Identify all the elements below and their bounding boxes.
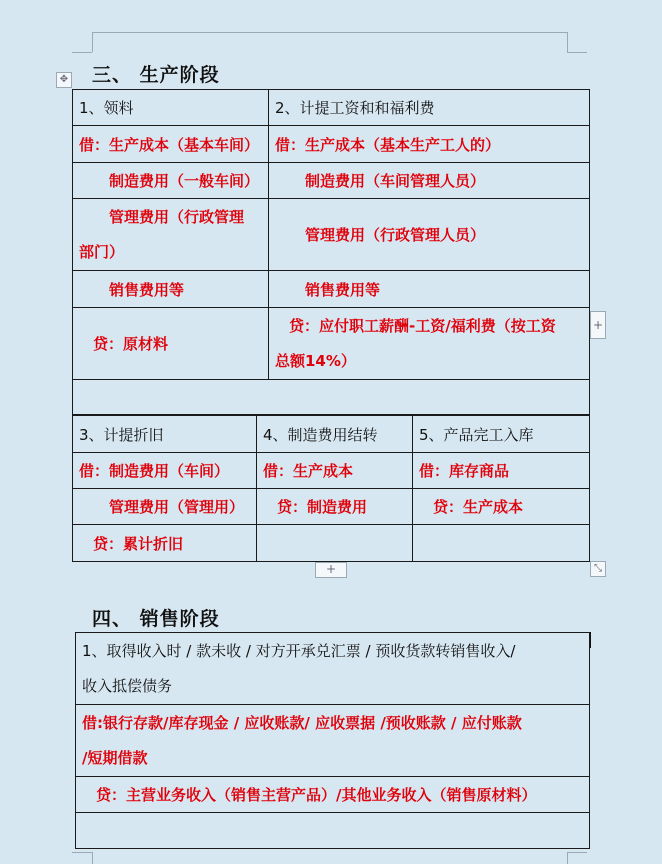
table-cell[interactable]: 制造费用（一般车间） (73, 163, 269, 199)
table-cell[interactable]: 借：生产成本 (257, 453, 413, 489)
table-cell[interactable]: 4、制造费用结转 (257, 416, 413, 453)
page-top-edge (92, 32, 567, 33)
table-cell[interactable]: 销售费用等 (73, 271, 269, 308)
table-cell[interactable] (76, 633, 590, 705)
table-cell[interactable]: 贷：原材料 (73, 308, 269, 380)
table-cell[interactable]: 借：制造费用（车间） (73, 453, 257, 489)
cell-line: 借:银行存款/库存现金 / 应收账款/ 应收票据 /预收账款 / 应付账款 (82, 713, 522, 732)
crop-mark (72, 52, 92, 53)
table-cell[interactable]: 借：生产成本（基本车间） (73, 126, 269, 163)
table-cell[interactable]: 贷：生产成本 (413, 489, 590, 525)
table-cell-empty[interactable] (413, 525, 590, 562)
table-cell[interactable] (76, 705, 590, 777)
crop-mark (567, 852, 568, 864)
table-cell-empty[interactable] (257, 525, 413, 562)
crop-mark (92, 32, 93, 52)
cell-line: 总额14%） (275, 351, 356, 370)
table-cell[interactable]: 管理费用（管理用） (73, 489, 257, 525)
table-cell[interactable]: 销售费用等 (269, 271, 590, 308)
table-cell[interactable]: 贷：制造费用 (257, 489, 413, 525)
cell-line: 管理费用（行政管理 (109, 207, 245, 226)
crop-mark (72, 852, 92, 853)
section-heading-sales: 四、 销售阶段 (92, 608, 220, 630)
table-cell[interactable]: 5、产品完工入库 (413, 416, 590, 453)
cell-line: 部门） (79, 242, 125, 261)
cell-line: 收入抵偿债务 (82, 676, 173, 695)
table-cell[interactable]: 贷：主营业务收入（销售主营产品）/其他业务收入（销售原材料） (76, 777, 590, 813)
table-cell[interactable]: 管理费用（行政管理人员） (269, 199, 590, 271)
cell-line: 1、取得收入时 / 款未收 / 对方开承兑汇票 / 预收货款转销售收入/ (82, 641, 516, 660)
table-cell-empty[interactable] (76, 813, 590, 849)
crop-mark (567, 32, 568, 52)
table-cell[interactable]: 贷：累计折旧 (73, 525, 257, 562)
table-cell[interactable]: 借：生产成本（基本生产工人的） (269, 126, 590, 163)
crop-mark (567, 52, 587, 53)
production-table-2 (72, 415, 590, 562)
add-column-button[interactable]: + (590, 311, 606, 339)
cell-line: /短期借款 (82, 748, 148, 767)
section-heading-production: 三、 生产阶段 (92, 64, 220, 86)
sales-table (75, 632, 590, 849)
table-cell[interactable]: 1、领料 (73, 90, 269, 126)
crop-mark (92, 852, 93, 864)
table-resize-icon[interactable]: ⤡ (590, 561, 606, 577)
production-table-1 (72, 89, 590, 415)
table-cell[interactable]: 2、计提工资和和福利费 (269, 90, 590, 126)
table-cell[interactable]: 制造费用（车间管理人员） (269, 163, 590, 199)
table-cell-empty[interactable] (73, 380, 590, 415)
table-cell[interactable] (269, 308, 590, 380)
table-move-handle-icon[interactable]: ✥ (56, 72, 72, 88)
cell-line: 贷：应付职工薪酬-工资/福利费（按工资 (289, 316, 556, 335)
table-cell[interactable] (73, 199, 269, 271)
table-cell[interactable]: 借：库存商品 (413, 453, 590, 489)
table-cell[interactable]: 3、计提折旧 (73, 416, 257, 453)
crop-mark (567, 852, 587, 853)
add-row-button[interactable]: + (315, 562, 347, 578)
